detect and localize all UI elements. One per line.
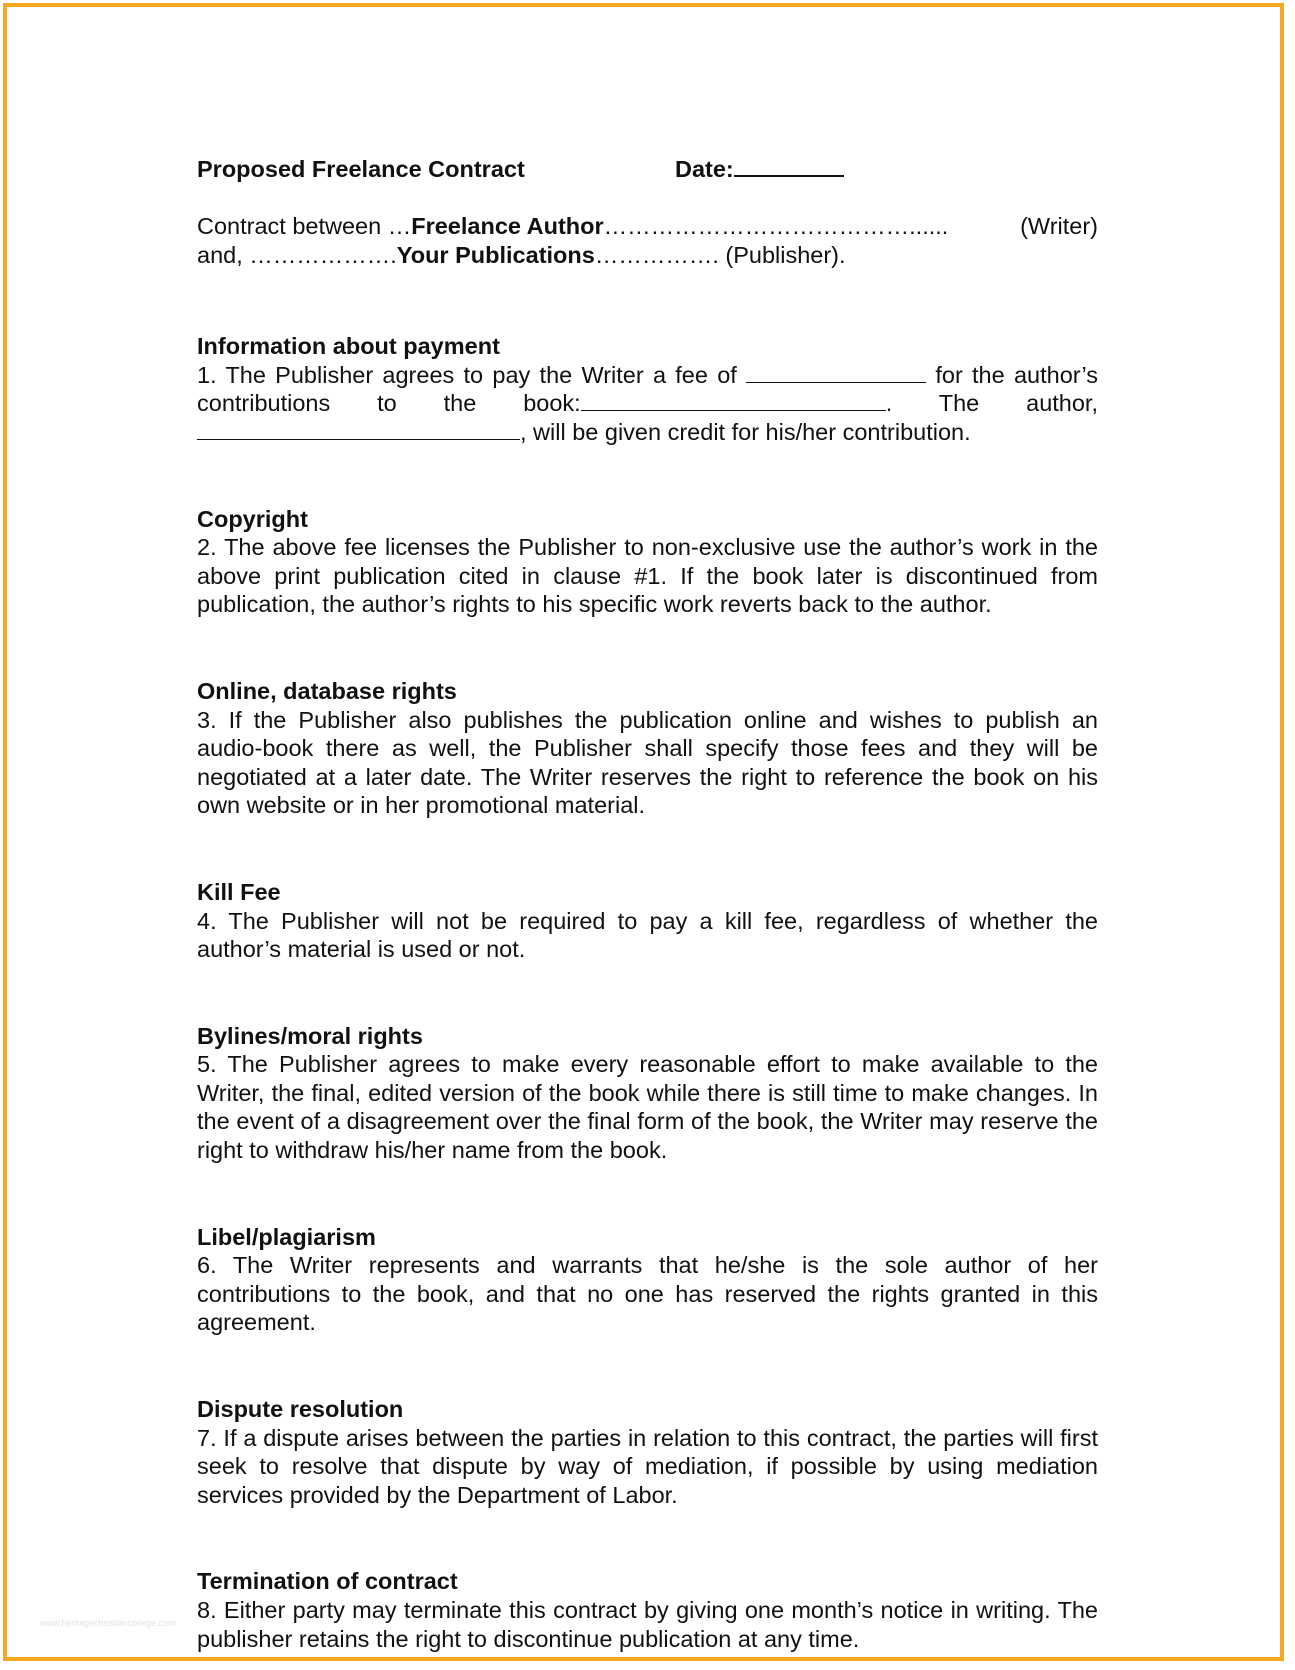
fee-blank [746,362,926,383]
author-blank [197,419,520,440]
parties-block [197,212,1098,269]
contract-document [197,155,1098,1653]
date-blank [734,171,844,177]
writer-line-dots: …………………………………...... [603,213,949,239]
publisher-line-dots: ……………. [594,241,719,268]
writer-role: (Writer) [1020,213,1098,239]
section-heading: Copyright [197,505,308,532]
writer-line-prefix: Contract between … [197,213,412,239]
parties-publisher-line [197,241,1098,270]
section-body: 7. If a dispute arises between the parties in relation to this contract, the parties will first seek to resolve that dispute by way of mediation, if possible by using mediation services provided by the Department of Labor. [197,1424,1098,1508]
date-label: Date: [675,156,734,182]
section-termination [197,1567,1098,1653]
section-body: 8. Either party may terminate this contract by giving one month’s notice in writing. The publisher retains the right to discontinue publication at any time. [197,1597,1098,1652]
payment-text-b: for the author’s contributions to the book: [197,361,1099,417]
section-body: 2. The above fee licenses the Publisher to non-exclusive use the author’s work in the above print publication cited in clause #1. If the book later is discontinued from publication, the author’s rights to his specific work reverts back to the author. [197,534,1098,618]
section-body: 5. The Publisher agrees to make every reasonable effort to make available to the Writer, the final, edited version of the book while there is still time to make changes. In the event of a disagreement over the final form of the book, the Writer may reserve the right to withdraw his/her name from the book. [197,1051,1098,1164]
section-heading: Bylines/moral rights [197,1022,423,1049]
section-heading: Kill Fee [197,878,281,905]
section-heading: Libel/plagiarism [197,1223,376,1250]
section-body: 4. The Publisher will not be required to pay a kill fee, regardless of whether the author’s material is used or not. [197,907,1098,963]
section-bylines [197,1022,1098,1165]
section-heading: Online, database rights [197,677,457,704]
section-online-rights [197,677,1098,820]
payment-text-c: . The author, [885,390,1098,417]
payment-text-a: 1. The Publisher agrees to pay the Writer a fee of [197,361,737,388]
publisher-name: Your Publications [396,241,595,268]
section-body: 3. If the Publisher also publishes the publication online and wishes to publish an audio-book there as well, the Publisher shall specify those fees and they will be negotiated at a later date. The Writer reserves the right to reference the book on his own website or in her promotional material. [197,706,1098,819]
watermark-text: www.heritagechristiancollege.com [40,1618,176,1628]
section-kill-fee [197,878,1098,964]
publisher-role: (Publisher). [725,241,846,268]
payment-text-d: , will be given credit for his/her contribution. [520,418,971,445]
section-libel [197,1223,1098,1337]
section-heading: Information about payment [197,333,500,360]
section-body: 6. The Writer represents and warrants that he/she is the sole author of her contributions to the book, and that no one has reserved the rights granted in this agreement. [197,1252,1098,1336]
section-dispute [197,1395,1098,1509]
section-heading: Termination of contract [197,1568,458,1595]
publisher-line-prefix: and, ………………. [197,241,397,268]
writer-name: Freelance Author [411,213,604,239]
parties-writer-line [197,212,1098,241]
book-blank [581,390,886,411]
section-copyright [197,505,1098,619]
section-body [197,361,1098,447]
document-header [197,155,1098,185]
date-field [675,155,844,184]
section-heading: Dispute resolution [197,1396,404,1423]
document-title: Proposed Freelance Contract [197,156,525,182]
section-payment [197,332,1098,446]
writer-line-text [197,212,948,241]
